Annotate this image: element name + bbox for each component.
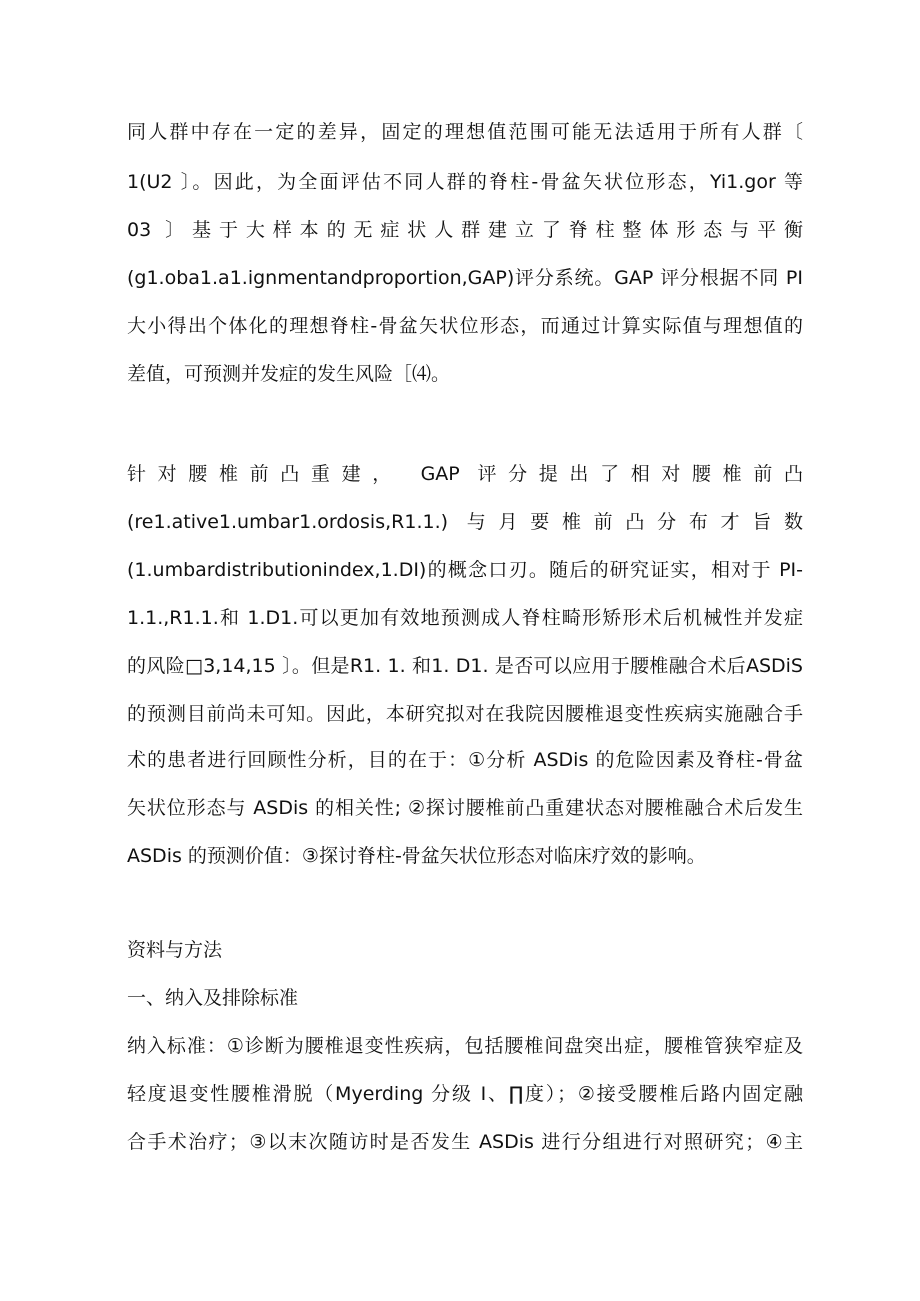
paragraph-2-line-7: 术的患者进行回顾性分析，目的在于：①分析 ASDis 的危险因素及脊柱-骨盆 (127, 749, 803, 771)
section-title: 资料与方法 (127, 939, 223, 961)
paragraph-1-line-1: 同人群中存在一定的差异，固定的理想值范围可能无法适用于所有人群〔 (127, 121, 803, 143)
paragraph-2-line-1: 针对腰椎前凸重建， GAP 评分提出了相对腰椎前凸 (127, 463, 803, 485)
paragraph-3-line-2: 轻度退变性腰椎滑脱（Myerding 分级 I、∏度）；②接受腰椎后路内固定融 (127, 1083, 803, 1105)
paragraph-2-line-4: 1.1.,R1.1.和 1.D1.可以更加有效地预测成人脊柱畸形矫形术后机械性并发症 (127, 607, 803, 629)
paragraph-2-line-3: (1.umbardistributionindex,1.DI)的概念口刃。随后的研究证实，相对于 PI- (127, 559, 803, 581)
paragraph-2-line-9: ASDis 的预测价值：③探讨脊柱-骨盆矢状位形态对临床疗效的影响。 (127, 845, 706, 867)
paragraph-3-line-1: 纳入标准：①诊断为腰椎退变性疾病，包括腰椎间盘突出症，腰椎管狭窄症及 (127, 1035, 803, 1057)
paragraph-1-line-5: 大小得出个体化的理想脊柱-骨盆矢状位形态，而通过计算实际值与理想值的 (127, 315, 803, 337)
paragraph-2-line-2: (re1.ative1.umbar1.ordosis,R1.1.) 与月要椎前凸分布才旨数 (127, 511, 803, 533)
paragraph-2-line-6: 的预测目前尚未可知。因此，本研究拟对在我院因腰椎退变性疾病实施融合手 (127, 703, 803, 725)
paragraph-1-line-4: (g1.oba1.a1.ignmentandproportion,GAP)评分系统。GAP 评分根据不同 PI (127, 267, 803, 289)
paragraph-2-line-8: 矢状位形态与 ASDis 的相关性; ②探讨腰椎前凸重建状态对腰椎融合术后发生 (127, 797, 803, 819)
paragraph-1-line-6: 差值，可预测并发症的发生风险［⑷。 (127, 363, 451, 385)
paragraph-2-line-5: 的风险□3,14,15 〕。但是R1. 1. 和1. D1. 是否可以应用于腰椎融合术后ASDiS (127, 655, 803, 677)
subsection-title: 一、纳入及排除标准 (127, 987, 299, 1009)
paragraph-1-line-2: 1(U2 〕。因此，为全面评估不同人群的脊柱-骨盆矢状位形态，Yi1.gor 等 (127, 171, 803, 193)
paragraph-3-line-3: 合手术治疗；③以末次随访时是否发生 ASDis 进行分组进行对照研究；④主 (127, 1131, 803, 1153)
paragraph-1-line-3: 03 〕基于大样本的无症状人群建立了脊柱整体形态与平衡 (127, 219, 803, 241)
